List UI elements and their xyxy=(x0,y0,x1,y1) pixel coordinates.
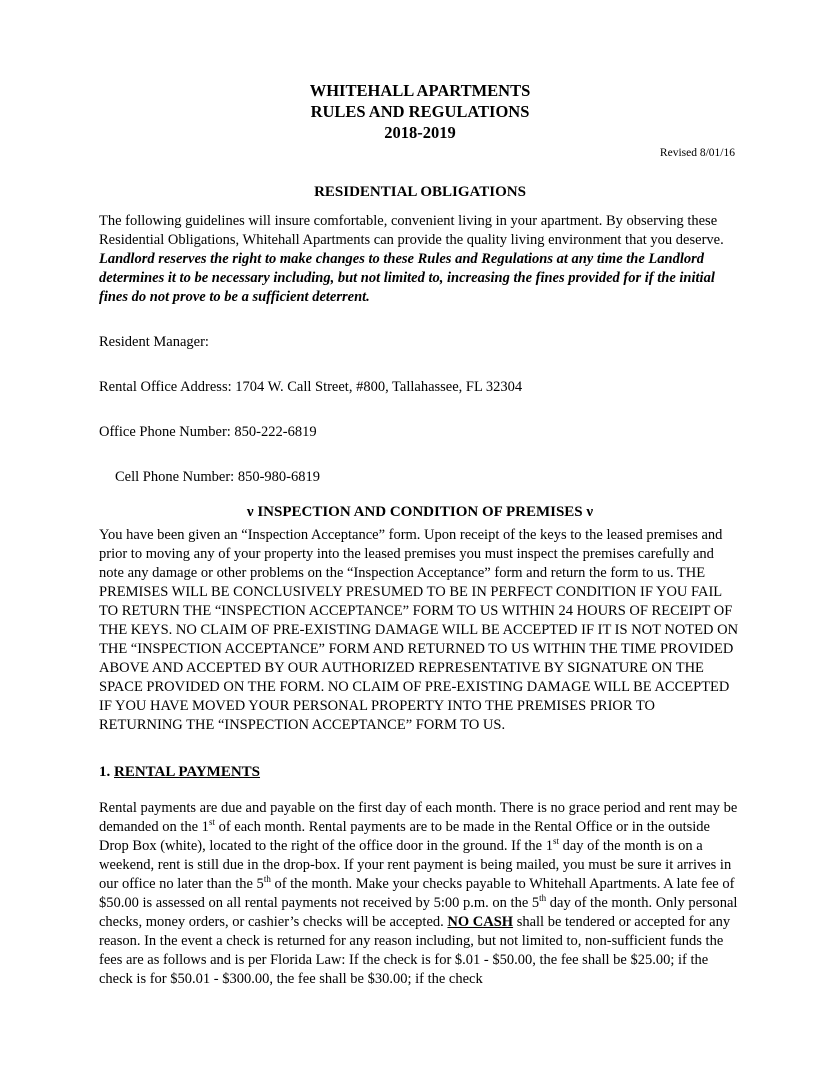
intro-bold-italic-text: Landlord reserves the right to make changes to these Rules and Regulations at any time the Landlord determines it to be necessary including, but not limited to, increasing the fines provided for if the initial fines do not prove to be a sufficient deterrent. xyxy=(99,251,715,305)
title-line-2: RULES AND REGULATIONS xyxy=(310,102,530,121)
rent-text-2: of each month. Rental payments are to be made in the Rental Office or in the outside Drop Box (white), located to the right of the office door in the ground. If the 1 xyxy=(99,819,710,854)
no-cash-emphasis: NO CASH xyxy=(447,914,514,930)
document-title xyxy=(99,80,741,143)
office-address-line: Rental Office Address: 1704 W. Call Street, #800, Tallahassee, FL 32304 xyxy=(99,379,523,395)
section-title: RENTAL PAYMENTS xyxy=(114,764,261,780)
rent-text-1: Rental payments are due and payable on the first day of each month. There is no grace period and rent may be demanded on the 1 xyxy=(99,800,738,835)
rental-payments-paragraph xyxy=(99,799,741,989)
superscript-th: th xyxy=(539,893,547,904)
superscript-st: st xyxy=(552,836,559,847)
document-page xyxy=(99,80,741,989)
resident-manager-line: Resident Manager: xyxy=(99,334,209,350)
revised-date: Revised 8/01/16 xyxy=(659,147,735,159)
intro-paragraph xyxy=(99,212,741,307)
section-number: 1. xyxy=(99,764,114,780)
inspection-heading: ν INSPECTION AND CONDITION OF PREMISES ν xyxy=(246,504,594,520)
inspection-paragraph: You have been given an “Inspection Acceptance” form. Upon receipt of the keys to the leased premises and prior to moving any of your property into the leased premises you must inspect the premises carefully and note any damage or other problems on the “Inspection Acceptance” form and return the form to us. THE PREMISES WILL BE CONCLUSIVELY PRESUMED TO BE IN PERFECT CONDITION IF YOU FAIL TO RETURN THE “INSPECTION ACCEPTANCE” FORM TO US WITHIN 24 HOURS OF RECEIPT OF THE KEYS. NO CLAIM OF PRE-EXISTING DAMAGE WILL BE ACCEPTED IF IT IS NOT NOTED ON THE “INSPECTION ACCEPTANCE” FORM AND RETURNED TO US WITHIN THE TIME PROVIDED ABOVE AND ACCEPTED BY OUR AUTHORIZED REPRESENTATIVE BY SIGNATURE ON THE SPACE PROVIDED ON THE FORM. NO CLAIM OF PRE-EXISTING DAMAGE WILL BE ACCEPTED IF YOU HAVE MOVED YOUR PERSONAL PROPERTY INTO THE PREMISES PRIOR TO RETURNING THE “INSPECTION ACCEPTANCE” FORM TO US. xyxy=(99,527,739,733)
cell-phone-line: Cell Phone Number: 850-980-6819 xyxy=(115,469,320,485)
title-line-3: 2018-2019 xyxy=(384,123,456,142)
residential-obligations-heading: RESIDENTIAL OBLIGATIONS xyxy=(314,184,526,200)
office-phone-line: Office Phone Number: 850-222-6819 xyxy=(99,424,317,440)
intro-plain-text: The following guidelines will insure comfortable, convenient living in your apartment. By observing these Residential Obligations, Whitehall Apartments can provide the quality living environment that you deserve. xyxy=(99,213,724,248)
rent-text-4: of the month. Make your checks payable to Whitehall Apartments. A late fee of $50.00 is assessed on all rental payments not received by 5:00 p.m. on the 5 xyxy=(99,876,735,911)
rent-text-6: shall be tendered or accepted for any reason. In the event a check is returned for any reason including, but not limited to, non-sufficient funds the fees are as follows and is per Florida Law: If the check is for $.01 - $50.00, the fee shall be $25.00; if the check is for $50.01 - $300.00, the fee shall be $30.00; if the check xyxy=(99,914,731,987)
title-line-1: WHITEHALL APARTMENTS xyxy=(309,81,531,100)
rental-payments-heading xyxy=(99,763,741,782)
rent-text-3: day of the month is on a weekend, rent is still due in the drop-box. If your rent payment is being mailed, you must be sure it arrives in our office no later than the 5 xyxy=(99,838,732,892)
superscript-th: th xyxy=(263,874,271,885)
rent-text-5: day of the month. Only personal checks, money orders, or cashier’s checks will be accepted. xyxy=(99,895,738,930)
superscript-st: st xyxy=(208,817,215,828)
